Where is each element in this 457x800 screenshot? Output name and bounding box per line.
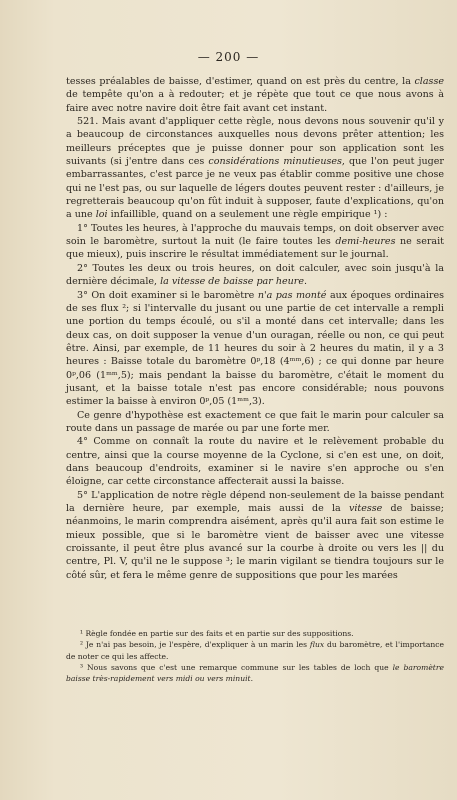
text-run: , que l'on peut juger embarrassantes, c'est parce je ne veux pas établir comme positive une chose qui ne l'est pas, ou sur laquelle de légers doutes peuvent rester : d'ailleurs, je regretterais beaucoup qu'on fût induit à supposer, faute d'explications, qu'on a une [66,156,444,221]
paragraph-4 [66,289,444,409]
text-run: Ce genre d'hypothèse est exactement ce que fait le marin pour calculer sa route dans un passage de marée ou par une forte mer. [66,409,444,434]
italic-text: classe [414,76,444,87]
italic-text: le baromètre baisse très-rapidement vers midi ou vers minuit [66,662,444,684]
text-run: 5° L'application de notre règle dépend non-seulement de la baisse pendant la dernière heure, par exemple, mais aussi de la [66,489,444,514]
footnote-1 [66,628,444,639]
italic-text: flux [309,640,325,650]
text-run: 1° Toutes les heures, à l'approche du mauvais temps, on doit observer avec soin le baromètre, surtout la nuit (le faire toutes les [66,222,444,248]
text-run: 521. Mais avant d'appliquer cette règle, nous devons nous souvenir qu'il y a beaucoup de circonstances auxquelles nous devons prêter attention; les meilleurs préceptes que je puisse donner pour son application sont les suivants (si j'entre dans ces [66,116,444,168]
text-run: . [304,276,308,288]
text-run: ne serait que mieux), puis inscrire le résultat immédiatement sur le journal. [66,236,444,261]
text-run: ³ Nous savons que c'est une remarque commune sur les tables de loch que [80,662,393,672]
paragraph-1 [66,115,444,222]
footnote-2 [66,639,444,662]
italic-text: considérations minutieuses [208,156,342,168]
text-run: 2° Toutes les deux ou trois heures, on doit calculer, avec soin jusqu'à la dernière décimale, [66,262,444,288]
text-run: tesses préalables de baisse, d'estimer, quand on est près du centre, la [66,76,415,87]
text-run: 4° Comme on connaît la route du navire et le relèvement probable du centre, ainsi que la course moyenne de la Cyclone, si c'en est une, on doit, dans beaucoup d'endroits, examiner si le navire s'en approche ou s'en éloigne, car cette circonstance affecterait aussi la baisse. [66,436,444,488]
text-run: aux époques ordinaires de ses flux ²; si l'intervalle du jusant ou une partie de cet intervalle a rempli une portion du temps écoulé, ou s'il a monté dans cet intervalle; dans les deux cas, on doit supposer la venue d'un ouragan, réelle ou non, ce qui peut être. Ainsi, par exemple, de 11 heures du soir à 2 heures du matin, il y a 3 heures : Baisse totale du baromètre 0ᵖ,18 (4ᵐᵐ,6) ; ce qui donne par heure 0ᵖ,06 (1ᵐᵐ,5); mais pendant la baisse du baromètre, c'était le moment du jusant, et la baisse totale n'est pas encore considérable; nous pouvons estimer la baisse à environ 0ᵖ,05 (1ᵐᵐ,3). [66,289,444,408]
text-run: de tempête qu'on a à redouter; et je répète que tout ce que nous avons à faire avec notre navire doit être fait avant cet instant. [66,89,444,114]
text-run: ¹ Règle fondée en partie sur des faits et en partie sur des suppositions. [80,629,354,638]
paragraph-7 [66,489,444,582]
paragraph-6 [66,435,444,488]
footnotes [66,628,444,684]
paragraph-3 [66,262,444,289]
italic-text: demi-heures [335,236,396,248]
text-run: . [250,674,253,684]
page-number: — 200 — [197,50,260,64]
paragraph-2 [66,222,444,262]
text-run: 3° On doit examiner si le baromètre [77,289,258,301]
footnote-3 [66,662,444,685]
text-run: de baisse; néanmoins, le marin comprendra aisément, après qu'il aura fait son estime le mieux possible, que si le baromètre vient de baisser avec une vitesse croissante, il peut être plus avancé sur la courbe à droite ou vers les || du centre, Pl. V, qu'il ne le suppose ³; le marin vigilant se tiendra toujours sur le côté sûr, et fera le même genre de suppositions que pour les marées [66,503,444,581]
text-run: infaillible, quand on a seulement une règle empirique ¹) : [107,209,388,221]
text-run: du baromètre, et l'importance de noter ce qui les affecte. [66,640,444,661]
italic-text: loi [95,209,108,221]
text-run: ² Je n'ai pas besoin, je l'espère, d'expliquer à un marin les [80,640,310,650]
paragraph-5 [66,409,444,436]
italic-text: vitesse [348,503,383,514]
italic-text: la vitesse de baisse par heure [160,276,305,288]
paragraph-0 [66,75,444,115]
italic-text: n'a pas monté [257,289,327,301]
body-text [66,75,444,582]
